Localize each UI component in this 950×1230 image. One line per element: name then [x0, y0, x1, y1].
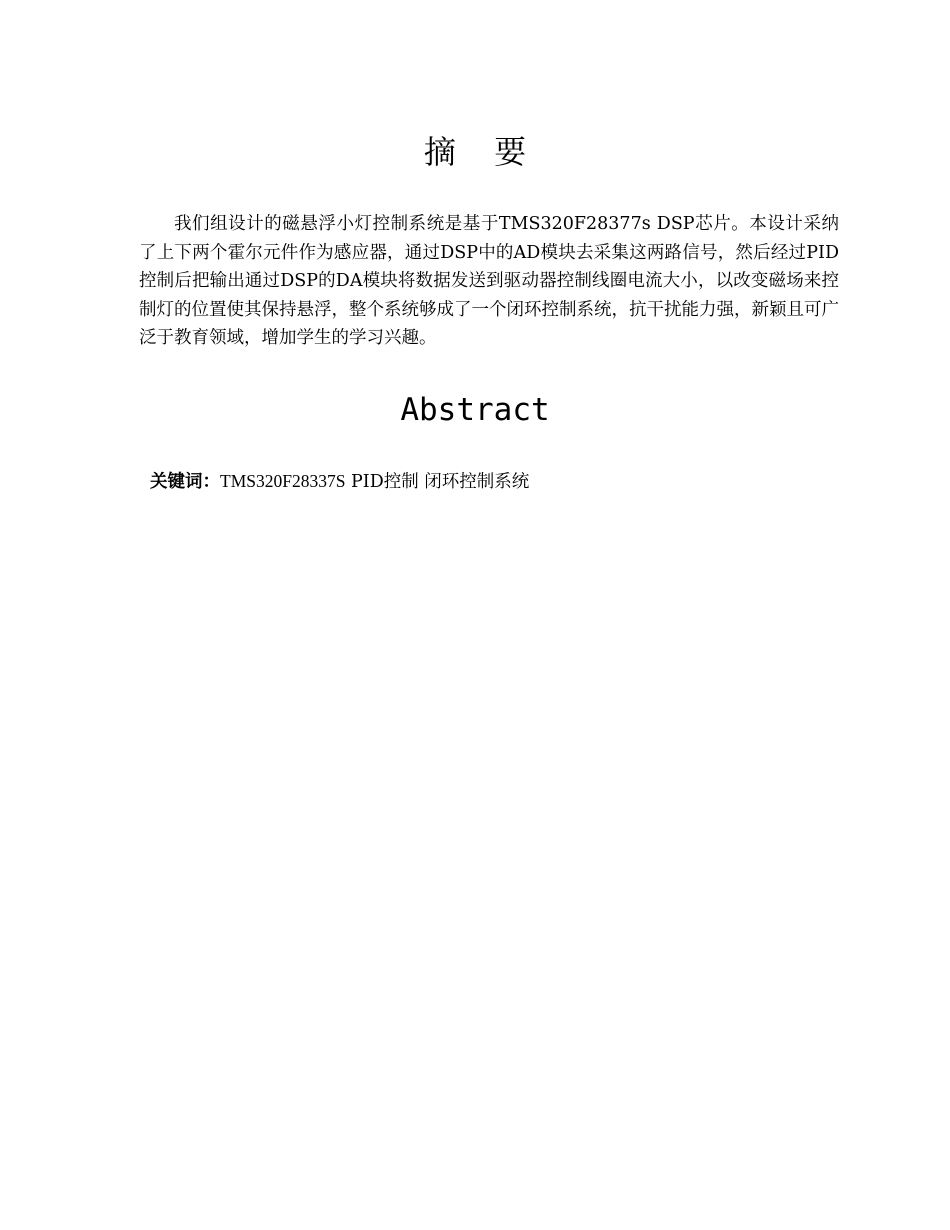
abstract-title-english: Abstract	[400, 392, 550, 428]
keywords-line	[150, 468, 529, 495]
keywords-remaining: PID控制 闭环控制系统	[345, 472, 530, 492]
keyword-chip-model: TMS320F28337S	[220, 471, 346, 491]
abstract-title-chinese: 摘 要	[423, 133, 541, 171]
abstract-body-chinese: 我们组设计的磁悬浮小灯控制系统是基于TMS320F28377s DSP芯片。本设计采纳了上下两个霍尔元件作为感应器，通过DSP中的AD模块去采集这两路信号，然后经过PID控制后把输出通过DSP的DA模块将数据发送到驱动器控制线圈电流大小，以改变磁场来控制灯的位置使其保持悬浮，整个系统够成了一个闭环控制系统，抗干扰能力强，新颖且可广泛于教育领域，增加学生的学习兴趣。	[139, 214, 839, 348]
keywords-label: 关键词：	[150, 472, 220, 492]
